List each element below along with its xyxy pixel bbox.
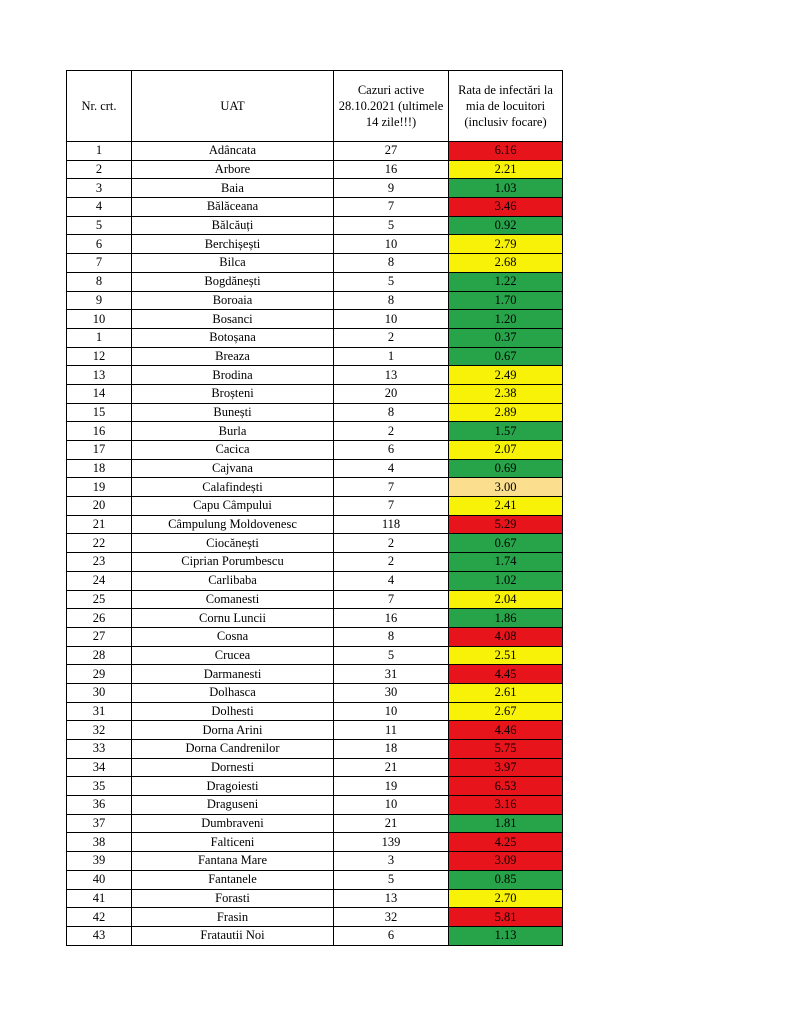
table-header-row — [67, 71, 563, 142]
cell-infection-rate: 1.86 — [449, 609, 563, 628]
cell-active-cases: 18 — [334, 740, 449, 759]
cell-infection-rate: 4.46 — [449, 721, 563, 740]
cell-nr: 40 — [67, 870, 132, 889]
cell-nr: 22 — [67, 534, 132, 553]
cell-active-cases: 21 — [334, 758, 449, 777]
table-row — [67, 515, 563, 534]
cell-nr: 18 — [67, 459, 132, 478]
table-row — [67, 216, 563, 235]
cell-infection-rate: 0.92 — [449, 216, 563, 235]
cell-nr: 8 — [67, 272, 132, 291]
cell-uat: Brodina — [132, 366, 334, 385]
cell-uat: Câmpulung Moldovenesc — [132, 515, 334, 534]
cell-uat: Draguseni — [132, 796, 334, 815]
cell-uat: Dorna Candrenilor — [132, 740, 334, 759]
cell-infection-rate: 2.07 — [449, 441, 563, 460]
cell-infection-rate: 2.41 — [449, 497, 563, 516]
cell-infection-rate: 2.79 — [449, 235, 563, 254]
cell-uat: Cacica — [132, 441, 334, 460]
cell-active-cases: 8 — [334, 254, 449, 273]
table-row — [67, 347, 563, 366]
cell-active-cases: 27 — [334, 142, 449, 161]
table-row — [67, 627, 563, 646]
cell-infection-rate: 1.03 — [449, 179, 563, 198]
cell-uat: Capu Câmpului — [132, 497, 334, 516]
cell-infection-rate: 3.97 — [449, 758, 563, 777]
cell-active-cases: 1 — [334, 347, 449, 366]
cell-nr: 24 — [67, 571, 132, 590]
cell-nr: 30 — [67, 683, 132, 702]
cell-nr: 1 — [67, 142, 132, 161]
cell-infection-rate: 3.09 — [449, 852, 563, 871]
cell-nr: 3 — [67, 179, 132, 198]
cell-infection-rate: 1.02 — [449, 571, 563, 590]
cell-uat: Crucea — [132, 646, 334, 665]
cell-infection-rate: 2.70 — [449, 889, 563, 908]
cell-uat: Dumbraveni — [132, 814, 334, 833]
cell-uat: Carlibaba — [132, 571, 334, 590]
cell-infection-rate: 1.81 — [449, 814, 563, 833]
infection-rate-table — [66, 70, 563, 946]
cell-active-cases: 6 — [334, 926, 449, 945]
cell-uat: Dolhesti — [132, 702, 334, 721]
table-row — [67, 366, 563, 385]
cell-active-cases: 5 — [334, 870, 449, 889]
cell-infection-rate: 0.67 — [449, 534, 563, 553]
cell-uat: Ciocănești — [132, 534, 334, 553]
cell-uat: Darmanesti — [132, 665, 334, 684]
cell-nr: 43 — [67, 926, 132, 945]
cell-infection-rate: 3.46 — [449, 198, 563, 217]
cell-nr: 31 — [67, 702, 132, 721]
cell-active-cases: 8 — [334, 627, 449, 646]
cell-nr: 21 — [67, 515, 132, 534]
cell-active-cases: 16 — [334, 160, 449, 179]
cell-nr: 38 — [67, 833, 132, 852]
cell-nr: 42 — [67, 908, 132, 927]
cell-uat: Calafindești — [132, 478, 334, 497]
cell-uat: Falticeni — [132, 833, 334, 852]
cell-uat: Breaza — [132, 347, 334, 366]
cell-uat: Cosna — [132, 627, 334, 646]
cell-active-cases: 8 — [334, 403, 449, 422]
cell-infection-rate: 2.38 — [449, 384, 563, 403]
cell-nr: 2 — [67, 160, 132, 179]
cell-nr: 1 — [67, 328, 132, 347]
table-row — [67, 889, 563, 908]
cell-nr: 35 — [67, 777, 132, 796]
cell-uat: Bălăceana — [132, 198, 334, 217]
cell-infection-rate: 1.20 — [449, 310, 563, 329]
cell-nr: 25 — [67, 590, 132, 609]
cell-infection-rate: 0.69 — [449, 459, 563, 478]
cell-infection-rate: 0.85 — [449, 870, 563, 889]
cell-active-cases: 32 — [334, 908, 449, 927]
cell-infection-rate: 1.74 — [449, 553, 563, 572]
cell-nr: 10 — [67, 310, 132, 329]
cell-active-cases: 10 — [334, 796, 449, 815]
cell-uat: Cajvana — [132, 459, 334, 478]
cell-uat: Arbore — [132, 160, 334, 179]
table-row — [67, 142, 563, 161]
cell-active-cases: 13 — [334, 366, 449, 385]
cell-nr: 14 — [67, 384, 132, 403]
table-row — [67, 571, 563, 590]
cell-uat: Bunești — [132, 403, 334, 422]
cell-uat: Frasin — [132, 908, 334, 927]
cell-nr: 13 — [67, 366, 132, 385]
table-row — [67, 796, 563, 815]
cell-nr: 5 — [67, 216, 132, 235]
cell-active-cases: 10 — [334, 310, 449, 329]
table-row — [67, 870, 563, 889]
table-row — [67, 609, 563, 628]
cell-uat: Comanesti — [132, 590, 334, 609]
cell-infection-rate: 0.37 — [449, 328, 563, 347]
cell-nr: 29 — [67, 665, 132, 684]
cell-infection-rate: 0.67 — [449, 347, 563, 366]
table-row — [67, 702, 563, 721]
table-row — [67, 160, 563, 179]
cell-active-cases: 6 — [334, 441, 449, 460]
cell-uat: Botoșana — [132, 328, 334, 347]
table-row — [67, 403, 563, 422]
table-row — [67, 384, 563, 403]
cell-uat: Baia — [132, 179, 334, 198]
cell-active-cases: 5 — [334, 216, 449, 235]
cell-active-cases: 13 — [334, 889, 449, 908]
cell-nr: 36 — [67, 796, 132, 815]
cell-nr: 4 — [67, 198, 132, 217]
cell-active-cases: 8 — [334, 291, 449, 310]
cell-infection-rate: 2.68 — [449, 254, 563, 273]
header-nr: Nr. crt. — [67, 71, 132, 142]
cell-infection-rate: 3.16 — [449, 796, 563, 815]
cell-active-cases: 21 — [334, 814, 449, 833]
cell-uat: Bosanci — [132, 310, 334, 329]
table-row — [67, 198, 563, 217]
cell-uat: Burla — [132, 422, 334, 441]
table-row — [67, 814, 563, 833]
cell-active-cases: 5 — [334, 272, 449, 291]
cell-active-cases: 5 — [334, 646, 449, 665]
cell-infection-rate: 4.25 — [449, 833, 563, 852]
cell-nr: 39 — [67, 852, 132, 871]
cell-infection-rate: 2.89 — [449, 403, 563, 422]
cell-infection-rate: 1.22 — [449, 272, 563, 291]
cell-nr: 23 — [67, 553, 132, 572]
table-row — [67, 777, 563, 796]
table-row — [67, 422, 563, 441]
cell-active-cases: 31 — [334, 665, 449, 684]
table-row — [67, 235, 563, 254]
cell-nr: 12 — [67, 347, 132, 366]
cell-active-cases: 30 — [334, 683, 449, 702]
cell-uat: Fratautii Noi — [132, 926, 334, 945]
table-row — [67, 459, 563, 478]
cell-active-cases: 19 — [334, 777, 449, 796]
cell-uat: Fantana Mare — [132, 852, 334, 871]
cell-uat: Bălcăuți — [132, 216, 334, 235]
cell-nr: 7 — [67, 254, 132, 273]
cell-infection-rate: 5.29 — [449, 515, 563, 534]
cell-uat: Boroaia — [132, 291, 334, 310]
cell-uat: Bilca — [132, 254, 334, 273]
cell-nr: 27 — [67, 627, 132, 646]
table-row — [67, 683, 563, 702]
cell-infection-rate: 6.53 — [449, 777, 563, 796]
cell-infection-rate: 5.75 — [449, 740, 563, 759]
cell-active-cases: 2 — [334, 328, 449, 347]
table-row — [67, 590, 563, 609]
cell-nr: 37 — [67, 814, 132, 833]
cell-uat: Broșteni — [132, 384, 334, 403]
table-row — [67, 721, 563, 740]
cell-active-cases: 2 — [334, 553, 449, 572]
cell-active-cases: 2 — [334, 534, 449, 553]
table-row — [67, 553, 563, 572]
cell-infection-rate: 2.04 — [449, 590, 563, 609]
table-row — [67, 665, 563, 684]
cell-active-cases: 11 — [334, 721, 449, 740]
cell-infection-rate: 3.00 — [449, 478, 563, 497]
cell-active-cases: 7 — [334, 198, 449, 217]
cell-nr: 6 — [67, 235, 132, 254]
table-row — [67, 328, 563, 347]
table-row — [67, 441, 563, 460]
cell-infection-rate: 4.08 — [449, 627, 563, 646]
cell-active-cases: 7 — [334, 590, 449, 609]
cell-nr: 16 — [67, 422, 132, 441]
cell-nr: 41 — [67, 889, 132, 908]
table-row — [67, 478, 563, 497]
table-row — [67, 179, 563, 198]
cell-uat: Dornesti — [132, 758, 334, 777]
cell-uat: Adâncata — [132, 142, 334, 161]
cell-infection-rate: 2.49 — [449, 366, 563, 385]
cell-infection-rate: 1.70 — [449, 291, 563, 310]
table-row — [67, 740, 563, 759]
cell-infection-rate: 1.13 — [449, 926, 563, 945]
header-infection-rate: Rata de infectări la mia de locuitori (inclusiv focare) — [449, 71, 563, 142]
cell-infection-rate: 2.61 — [449, 683, 563, 702]
cell-infection-rate: 1.57 — [449, 422, 563, 441]
cell-active-cases: 3 — [334, 852, 449, 871]
table-row — [67, 272, 563, 291]
cell-active-cases: 139 — [334, 833, 449, 852]
cell-nr: 33 — [67, 740, 132, 759]
cell-nr: 20 — [67, 497, 132, 516]
cell-infection-rate: 2.21 — [449, 160, 563, 179]
cell-uat: Dorna Arini — [132, 721, 334, 740]
cell-infection-rate: 5.81 — [449, 908, 563, 927]
cell-uat: Fantanele — [132, 870, 334, 889]
cell-uat: Berchișești — [132, 235, 334, 254]
cell-active-cases: 7 — [334, 497, 449, 516]
cell-uat: Cornu Luncii — [132, 609, 334, 628]
cell-nr: 28 — [67, 646, 132, 665]
table-row — [67, 646, 563, 665]
cell-infection-rate: 2.67 — [449, 702, 563, 721]
table-row — [67, 254, 563, 273]
header-uat: UAT — [132, 71, 334, 142]
cell-active-cases: 2 — [334, 422, 449, 441]
cell-nr: 17 — [67, 441, 132, 460]
cell-uat: Dragoiesti — [132, 777, 334, 796]
table-row — [67, 833, 563, 852]
table-row — [67, 926, 563, 945]
table-row — [67, 852, 563, 871]
cell-nr: 19 — [67, 478, 132, 497]
table-row — [67, 758, 563, 777]
table-row — [67, 310, 563, 329]
table-row — [67, 908, 563, 927]
cell-active-cases: 118 — [334, 515, 449, 534]
cell-nr: 26 — [67, 609, 132, 628]
cell-nr: 15 — [67, 403, 132, 422]
cell-infection-rate: 2.51 — [449, 646, 563, 665]
table-row — [67, 534, 563, 553]
cell-uat: Dolhasca — [132, 683, 334, 702]
header-active-cases: Cazuri active 28.10.2021 (ultimele 14 zile!!!) — [334, 71, 449, 142]
cell-active-cases: 4 — [334, 459, 449, 478]
cell-nr: 32 — [67, 721, 132, 740]
cell-active-cases: 10 — [334, 702, 449, 721]
cell-nr: 9 — [67, 291, 132, 310]
cell-active-cases: 20 — [334, 384, 449, 403]
cell-uat: Ciprian Porumbescu — [132, 553, 334, 572]
cell-infection-rate: 4.45 — [449, 665, 563, 684]
cell-infection-rate: 6.16 — [449, 142, 563, 161]
cell-active-cases: 16 — [334, 609, 449, 628]
table-row — [67, 497, 563, 516]
cell-active-cases: 4 — [334, 571, 449, 590]
cell-active-cases: 7 — [334, 478, 449, 497]
cell-active-cases: 10 — [334, 235, 449, 254]
cell-uat: Bogdănești — [132, 272, 334, 291]
cell-uat: Forasti — [132, 889, 334, 908]
table-row — [67, 291, 563, 310]
cell-active-cases: 9 — [334, 179, 449, 198]
cell-nr: 34 — [67, 758, 132, 777]
table-body — [67, 142, 563, 946]
